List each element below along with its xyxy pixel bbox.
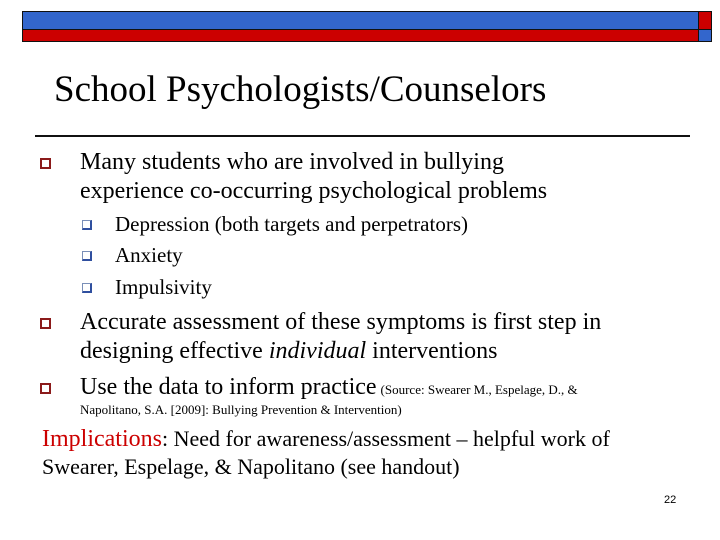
source-citation-cont: Napolitano, S.A. [2009]: Bullying Prevention & Intervention) [80, 402, 402, 417]
bullet-icon [40, 383, 51, 394]
page-number: 22 [664, 494, 677, 506]
slide-title: School Psychologists/Counselors [54, 69, 547, 110]
implications-label: Implications [42, 426, 162, 452]
header-square-red [698, 11, 712, 30]
header-bar-red [22, 29, 700, 42]
text: designing effective [80, 338, 269, 364]
bullet-2-line-2 [80, 337, 497, 366]
implications-text: : Need for awareness/assessment – helpful work of [161, 426, 610, 451]
sub-bullet-icon [82, 251, 92, 261]
bullet-3-line-1 [80, 373, 578, 404]
header-bar-blue [22, 11, 700, 30]
header-square-blue [698, 29, 712, 42]
bullet-1-line-1: Many students who are involved in bullying [80, 149, 504, 175]
bullet-icon [40, 318, 51, 329]
sub-bullet-impulsivity: Impulsivity [115, 275, 212, 299]
implications-line-2: Swearer, Espelage, & Napolitano (see handout) [42, 454, 460, 479]
text: interventions [366, 338, 498, 364]
source-citation: (Source: Swearer M., Espelage, D., & [380, 382, 578, 397]
bullet-3-main: Use the data to inform practice [80, 374, 377, 400]
implications-line-1 [42, 424, 610, 454]
sub-bullet-anxiety: Anxiety [115, 243, 183, 267]
sub-bullet-depression: Depression (both targets and perpetrators) [115, 212, 469, 236]
bullet-1-line-2: experience co-occurring psychological problems [80, 178, 548, 204]
title-divider [35, 135, 690, 137]
sub-bullet-icon [82, 220, 92, 230]
emphasis-individual: individual [268, 338, 367, 364]
bullet-2-line-1: Accurate assessment of these symptoms is first step in [80, 309, 602, 335]
bullet-icon [40, 158, 51, 169]
sub-bullet-icon [82, 283, 92, 293]
